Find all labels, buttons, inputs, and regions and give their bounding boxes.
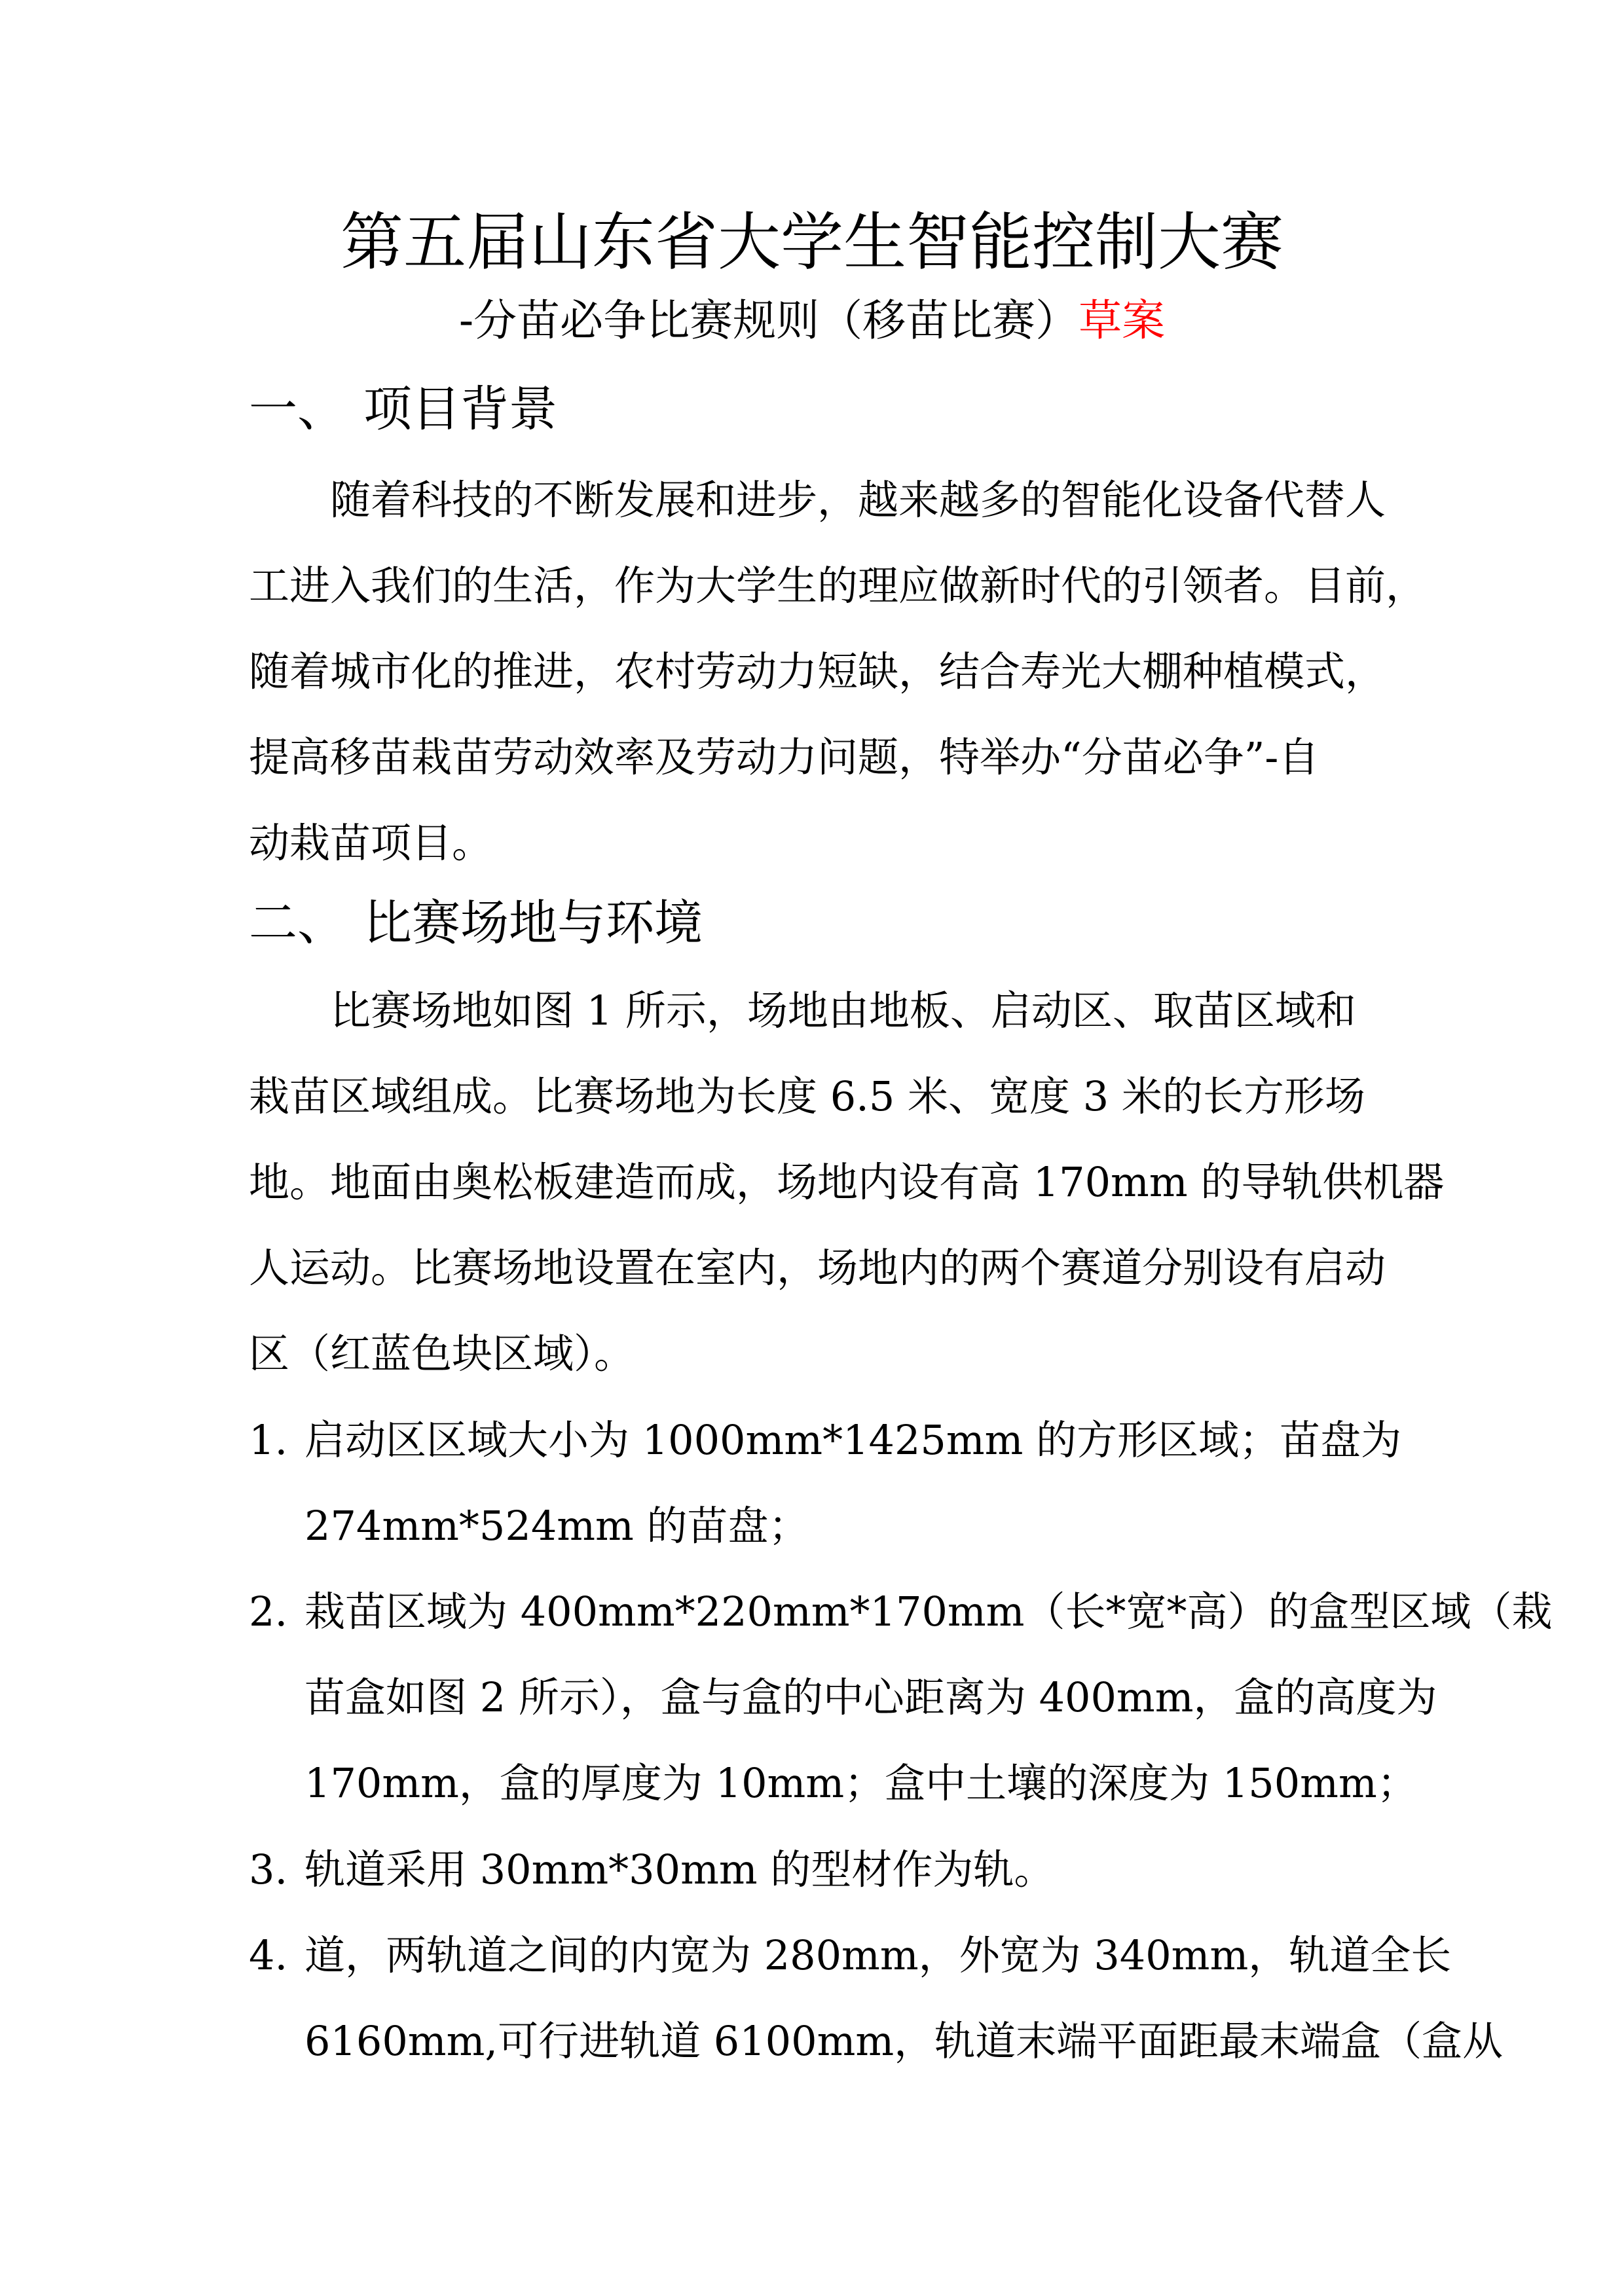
list-item-number: 3.: [249, 1846, 288, 1893]
section-title: 比赛场地与环境: [363, 895, 703, 951]
paragraph-line: 比赛场地如图 1 所示，场地由地板、启动区、取苗区域和: [330, 987, 1356, 1034]
list-item-number: 1.: [249, 1416, 288, 1464]
document-title: 第五届山东省大学生智能控制大赛: [341, 206, 1283, 279]
section-venue-paragraph: [249, 968, 1445, 1396]
list-item-number: 2.: [249, 1588, 288, 1635]
list-item: [249, 1912, 1504, 2084]
paragraph-line: 随着科技的不断发展和进步，越来越多的智能化设备代替人: [330, 476, 1386, 524]
list-item-line: 栽苗区域为 400mm*220mm*170mm（长*宽*高）的盒型区域（栽: [304, 1588, 1553, 1635]
paragraph-line: 提高移苗栽苗劳动效率及劳动力问题，特举办“分苗必争”-自: [249, 733, 1320, 781]
section-heading-venue: [249, 887, 703, 959]
section-title: 项目背景: [363, 381, 557, 437]
list-item: [249, 1569, 1553, 1826]
list-item: [249, 1397, 1402, 1569]
list-item-line: 274mm*524mm 的苗盘；: [304, 1502, 809, 1550]
paragraph-line: 工进入我们的生活，作为大学生的理应做新时代的引领者。目前，: [249, 562, 1427, 610]
list-item-line: 道，两轨道之间的内宽为 280mm，外宽为 340mm，轨道全长: [304, 1931, 1452, 1979]
draft-label: 草案: [1079, 295, 1166, 346]
paragraph-line: 地。地面由奥松板建造而成，场地内设有高 170mm 的导轨供机器: [249, 1158, 1445, 1206]
list-item-line: 苗盒如图 2 所示），盒与盒的中心距离为 400mm，盒的高度为: [304, 1673, 1437, 1721]
section-background-paragraph: [249, 457, 1427, 886]
list-item-number: 4.: [249, 1931, 288, 1979]
paragraph-line: 人运动。比赛场地设置在室内，场地内的两个赛道分别设有启动: [249, 1244, 1386, 1292]
paragraph-line: 栽苗区域组成。比赛场地为长度 6.5 米、宽度 3 米的长方形场: [249, 1072, 1365, 1120]
list-item-line: 轨道采用 30mm*30mm 的型材作为轨。: [304, 1846, 1055, 1893]
document-subtitle: [0, 288, 1624, 354]
paragraph-line: 区（红蓝色块区域）。: [249, 1330, 635, 1377]
list-item-line: 170mm，盒的厚度为 10mm；盒中土壤的深度为 150mm；: [304, 1759, 1418, 1807]
list-item-line: 启动区区域大小为 1000mm*1425mm 的方形区域；苗盘为: [304, 1416, 1402, 1464]
list-item: [249, 1827, 1382, 1912]
paragraph-line: 随着城市化的推进，农村劳动力短缺，结合寿光大棚种植模式，: [249, 647, 1386, 695]
section-number: 一、: [249, 381, 346, 437]
section-heading-background: [249, 373, 557, 445]
list-item-line: 6160mm,可行进轨道 6100mm，轨道末端平面距最末端盒（盒从: [304, 2017, 1504, 2065]
section-number: 二、: [249, 895, 346, 951]
paragraph-line: 动栽苗项目。: [249, 819, 493, 867]
subtitle-text: -分苗必争比赛规则（移苗比赛）: [458, 295, 1079, 346]
